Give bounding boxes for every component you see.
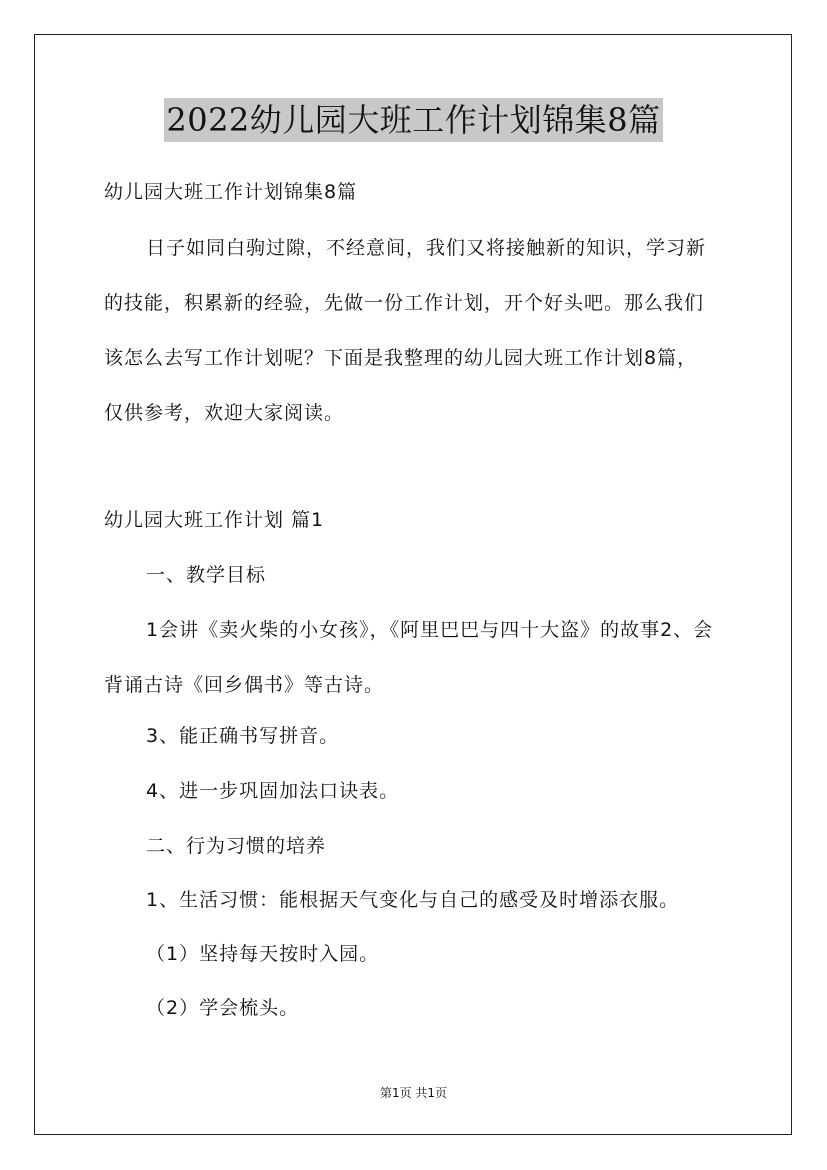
section-heading: 幼儿园大班工作计划 篇1: [104, 509, 325, 531]
body-line-5: 4、进一步巩固加法口诀表。: [146, 780, 400, 802]
body-line-9: （2）学会梳头。: [146, 997, 300, 1019]
intro-line-2: 的技能，积累新的经验，先做一份工作计划，开个好头吧。那么我们: [104, 292, 705, 314]
intro-line-4: 仅供参考，欢迎大家阅读。: [104, 402, 345, 424]
body-line-6: 二、行为习惯的培养: [146, 835, 327, 857]
body-line-3: 背诵古诗《回乡偶书》等古诗。: [104, 674, 385, 696]
body-line-8: （1）坚持每天按时入园。: [146, 943, 380, 965]
body-line-2: 1会讲《卖火柴的小女孩》，《阿里巴巴与四十大盗》的故事2、会: [146, 619, 714, 641]
body-line-1: 一、教学目标: [146, 564, 267, 586]
intro-line-1: 日子如同白驹过隙，不经意间，我们又将接触新的知识，学习新: [146, 237, 707, 259]
intro-line-3: 该怎么去写工作计划呢？下面是我整理的幼儿园大班工作计划8篇，: [104, 347, 698, 369]
document-title: 2022幼儿园大班工作计划锦集8篇: [164, 98, 662, 142]
document-subtitle: 幼儿园大班工作计划锦集8篇: [104, 181, 358, 203]
body-line-7: 1、生活习惯：能根据天气变化与自己的感受及时增添衣服。: [146, 889, 680, 911]
body-line-4: 3、能正确书写拼音。: [146, 725, 340, 747]
page-footer: 第1页 共1页: [379, 1086, 448, 1100]
title-container: [0, 98, 827, 142]
